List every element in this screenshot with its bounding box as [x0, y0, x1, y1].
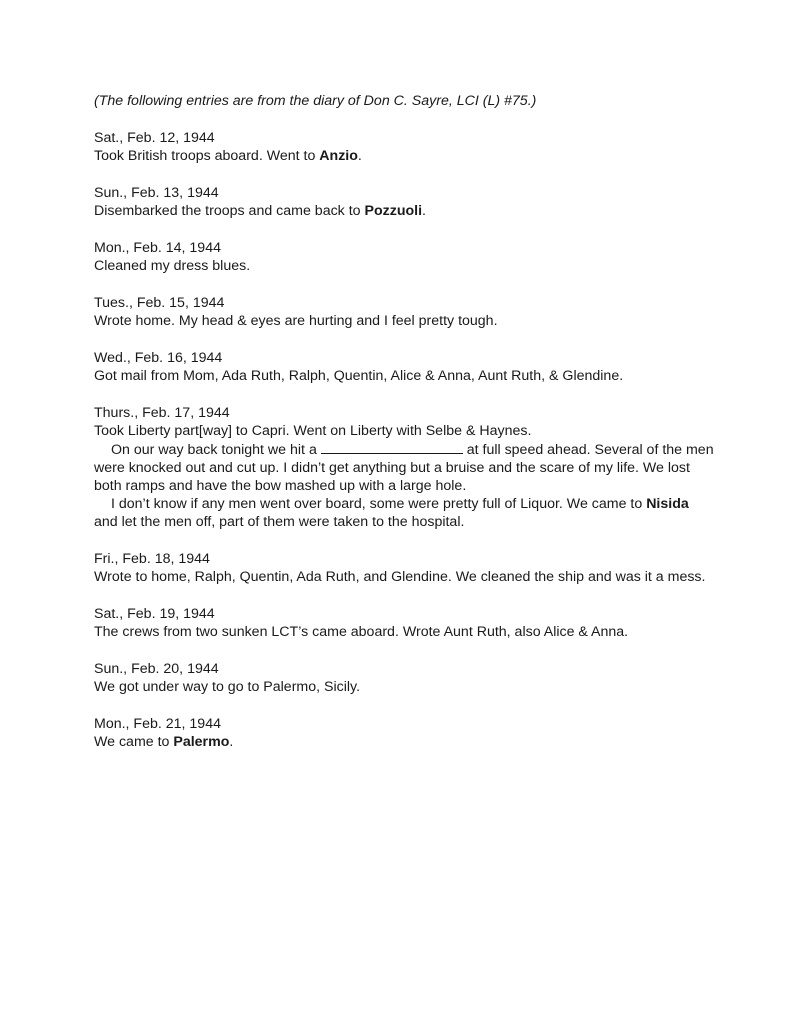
diary-entry — [94, 349, 714, 385]
entry-text: Disembarked the troops and came back to Pozzuoli. — [94, 203, 426, 219]
place-name: Nisida — [646, 496, 689, 512]
diary-page — [94, 92, 714, 770]
diary-entry — [94, 660, 714, 696]
diary-entry — [94, 715, 714, 751]
entry-date: Wed., Feb. 16, 1944 — [94, 350, 223, 366]
entry-date: Mon., Feb. 14, 1944 — [94, 240, 221, 256]
place-name: Pozzuoli — [364, 203, 423, 219]
entry-date: Tues., Feb. 15, 1944 — [94, 295, 225, 311]
diary-entry — [94, 294, 714, 330]
entry-date: Sun., Feb. 20, 1944 — [94, 661, 219, 677]
entry-paragraph: On our way back tonight we hit a at full speed ahead. Several of the men were knocked out and cut up. I didn’t get anything but a bruise and the scare of my life. We lost both ramps and have the bow mashed up with a large hole. — [94, 442, 714, 494]
entry-text: Took Liberty part[way] to Capri. Went on Liberty with Selbe & Haynes. — [94, 423, 532, 439]
place-name: Palermo — [173, 734, 230, 750]
entry-date: Fri., Feb. 18, 1944 — [94, 551, 210, 567]
entry-text: The crews from two sunken LCT’s came aboard. Wrote Aunt Ruth, also Alice & Anna. — [94, 624, 629, 640]
entry-date: Thurs., Feb. 17, 1944 — [94, 405, 230, 421]
entry-text: Took British troops aboard. Went to Anzio. — [94, 148, 362, 164]
entry-text: Wrote home. My head & eyes are hurting and I feel pretty tough. — [94, 313, 498, 329]
entry-date: Sat., Feb. 19, 1944 — [94, 606, 215, 622]
diary-entry — [94, 184, 714, 220]
entry-text: We got under way to go to Palermo, Sicily. — [94, 679, 361, 695]
entry-date: Sun., Feb. 13, 1944 — [94, 185, 219, 201]
entry-date: Mon., Feb. 21, 1944 — [94, 716, 221, 732]
blank-line — [321, 440, 463, 454]
intro-note: (The following entries are from the diary of Don C. Sayre, LCI (L) #75.) — [94, 93, 537, 109]
diary-entry — [94, 239, 714, 275]
entry-text: Cleaned my dress blues. — [94, 258, 251, 274]
entry-text: We came to Palermo. — [94, 734, 234, 750]
place-name: Anzio — [319, 148, 358, 164]
diary-entry — [94, 129, 714, 165]
entry-text: Got mail from Mom, Ada Ruth, Ralph, Quentin, Alice & Anna, Aunt Ruth, & Glendine. — [94, 368, 624, 384]
entry-date: Sat., Feb. 12, 1944 — [94, 130, 215, 146]
diary-entry — [94, 605, 714, 641]
diary-entry — [94, 550, 714, 586]
entry-text: Wrote to home, Ralph, Quentin, Ada Ruth, and Glendine. We cleaned the ship and was it a mess. — [94, 569, 706, 585]
entry-paragraph: I don’t know if any men went over board, some were pretty full of Liquor. We came to Nisida and let the men off, part of them were taken to the hospital. — [94, 496, 689, 530]
diary-entry — [94, 404, 714, 531]
